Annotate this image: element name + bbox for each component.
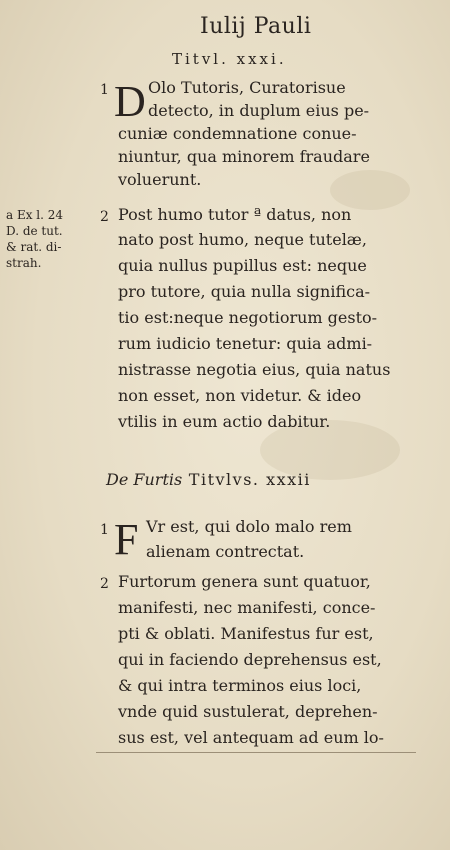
- text-line: non esset, non videtur. & ideo: [118, 386, 362, 405]
- paragraph-number: 1: [100, 522, 109, 538]
- text-line: nistrasse negotia eius, quia natus: [118, 360, 391, 379]
- paragraph-number: 2: [100, 209, 109, 225]
- paragraph-number: 1: [100, 82, 109, 98]
- text-line: detecto, in duplum eius pe-: [148, 101, 370, 120]
- text-line: vnde quid sustulerat, deprehen-: [118, 702, 378, 721]
- margin-note-line: & rat. di-: [6, 240, 62, 254]
- paper-stain: [330, 170, 410, 210]
- text-line: & qui intra terminos eius loci,: [118, 676, 362, 695]
- text-line: Olo Tutoris, Curatorisue: [148, 78, 346, 97]
- text-line: Post humo tutor ª datus, non: [118, 205, 352, 224]
- section-title-italic: De Furtis: [106, 470, 183, 489]
- text-line: vtilis in eum actio dabitur.: [118, 412, 331, 431]
- text-line: pro tutore, quia nulla significa-: [118, 282, 371, 301]
- drop-capital: D: [114, 77, 146, 126]
- running-head: Iulij Pauli: [200, 14, 312, 39]
- margin-note-line: a Ex l. 24: [6, 208, 64, 222]
- margin-note-line: strah.: [6, 256, 42, 270]
- bottom-rule: [96, 752, 416, 753]
- section-title-32: [106, 470, 311, 489]
- text-line: voluerunt.: [118, 170, 202, 189]
- text-line: quia nullus pupillus est: neque: [118, 256, 367, 275]
- title-31: Titvl. xxxi.: [172, 50, 287, 68]
- text-line: Furtorum genera sunt quatuor,: [118, 572, 371, 591]
- margin-note-line: D. de tut.: [6, 224, 63, 238]
- text-line: manifesti, nec manifesti, conce-: [118, 598, 376, 617]
- text-line: tio est:neque negotiorum gesto-: [118, 308, 378, 327]
- text-line: nato post humo, neque tutelæ,: [118, 230, 367, 249]
- margin-note: [6, 207, 96, 271]
- section-title-rest: Titvlvs. xxxii: [188, 470, 311, 489]
- text-line: qui in faciendo deprehensus est,: [118, 650, 382, 669]
- text-line: rum iudicio tenetur: quia admi-: [118, 334, 373, 353]
- text-line: pti & oblati. Manifestus fur est,: [118, 624, 374, 643]
- text-line: Vr est, qui dolo malo rem: [146, 517, 352, 536]
- text-line: sus est, vel antequam ad eum lo-: [118, 728, 384, 747]
- drop-capital: F: [114, 515, 139, 564]
- paragraph-number: 2: [100, 576, 109, 592]
- text-line: alienam contrectat.: [146, 542, 305, 561]
- text-line: cuniæ condemnatione conue-: [118, 124, 357, 143]
- text-line: niuntur, qua minorem fraudare: [118, 147, 370, 166]
